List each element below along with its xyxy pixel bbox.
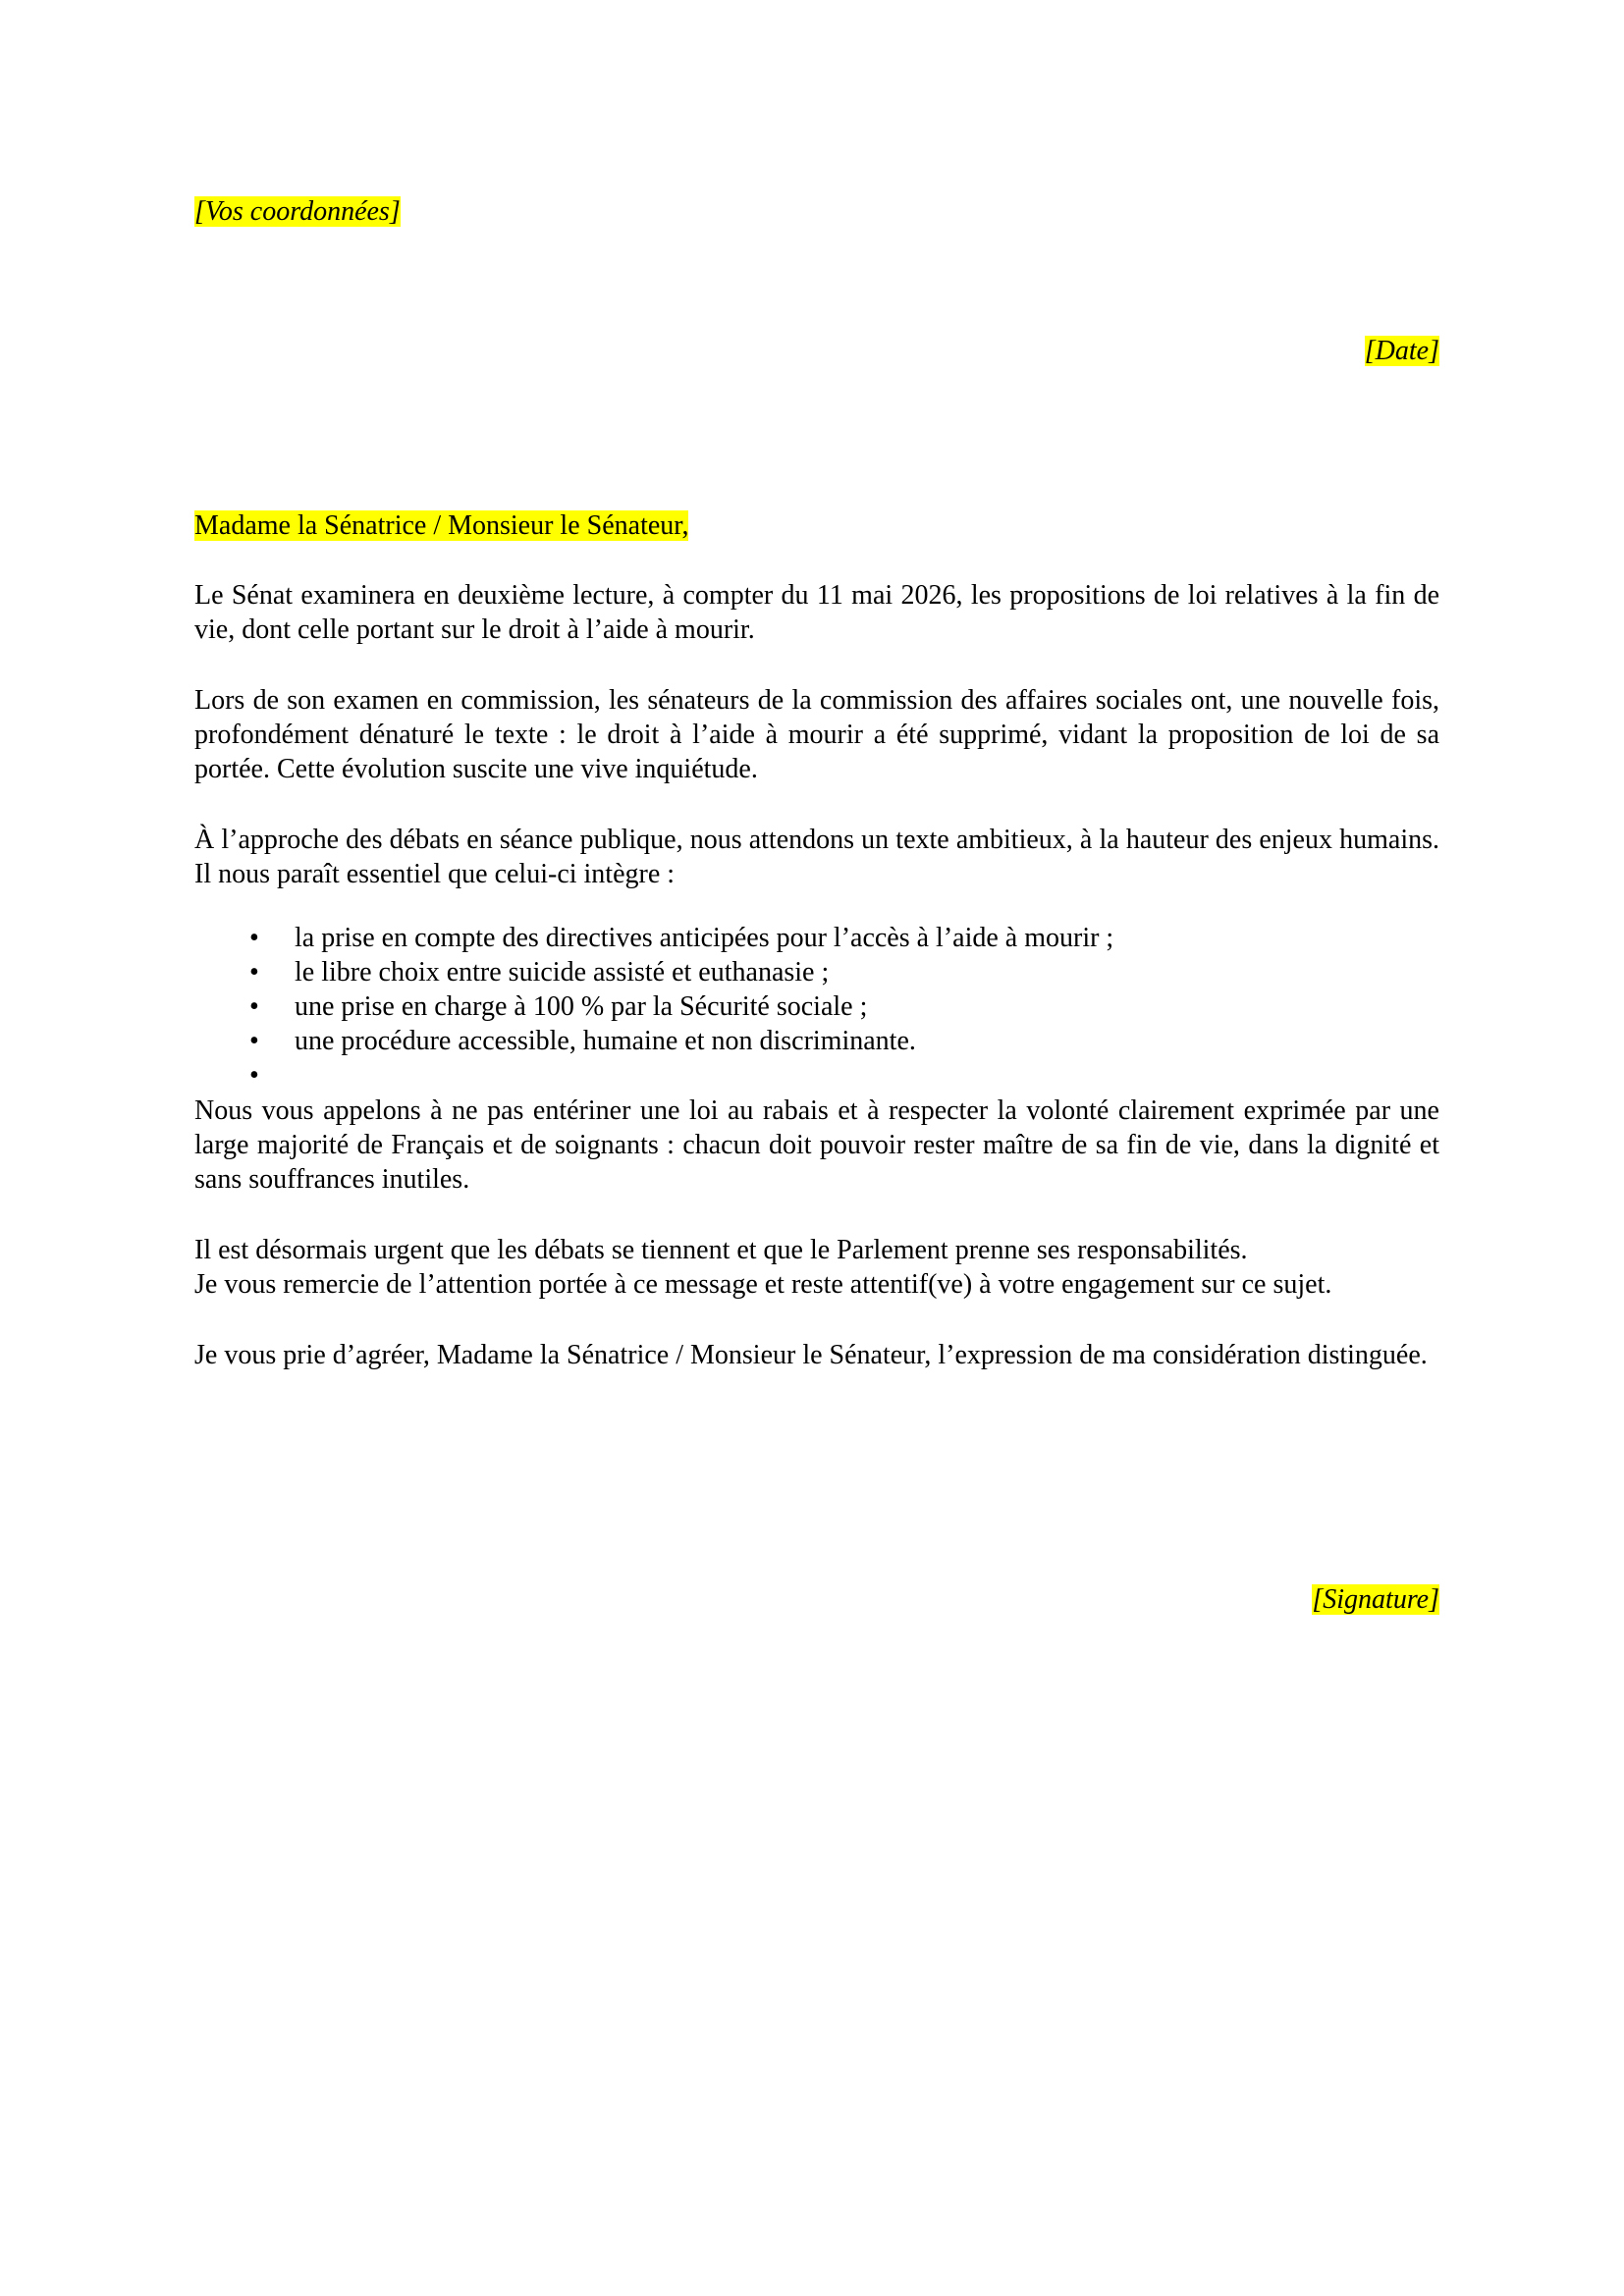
paragraph-4: Nous vous appelons à ne pas entériner une loi au rabais et à respecter la volonté clairement exprimée par une large majorité de Français et de soignants : chacun doit pouvoir rester maître de sa fin de vie, dans la dignité et sans souffrances inutiles. xyxy=(194,1095,1439,1195)
bullet-icon: • xyxy=(249,991,259,1022)
list-item xyxy=(194,1024,1439,1058)
list-item xyxy=(194,1058,1439,1093)
signature-line xyxy=(194,1582,1439,1617)
bullet-icon: • xyxy=(249,1026,259,1056)
sender-coordinates: [Vos coordonnées] xyxy=(194,196,401,227)
list-item-text: la prise en compte des directives anticipées pour l’accès à l’aide à mourir ; xyxy=(295,923,1114,953)
list-item xyxy=(194,921,1439,955)
requirements-list xyxy=(194,921,1439,1093)
salutation: Madame la Sénatrice / Monsieur le Sénateur, xyxy=(194,510,689,541)
signature-placeholder: [Signature] xyxy=(1312,1584,1439,1615)
salutation-line xyxy=(194,508,1439,543)
paragraph-2: Lors de son examen en commission, les sénateurs de la commission des affaires sociales ont, une nouvelle fois, profondément dénaturé le texte : le droit à l’aide à mourir a été supprimé, vidant la proposition de loi de sa portée. Cette évolution suscite une vive inquiétude. xyxy=(194,685,1439,784)
list-item xyxy=(194,955,1439,989)
sender-coordinates-line xyxy=(194,194,1439,229)
list-item-text: une procédure accessible, humaine et non discriminante. xyxy=(295,1026,916,1056)
paragraph-5-line-1: Il est désormais urgent que les débats se tiennent et que le Parlement prenne ses responsabilités. xyxy=(194,1235,1248,1265)
date-line xyxy=(194,334,1439,368)
letter-date: [Date] xyxy=(1364,336,1439,366)
paragraph-5-line-2: Je vous remercie de l’attention portée à ce message et reste attentif(ve) à votre engagement sur ce sujet. xyxy=(194,1269,1332,1300)
closing-formula: Je vous prie d’agréer, Madame la Sénatrice / Monsieur le Sénateur, l’expression de ma considération distinguée. xyxy=(194,1340,1428,1370)
bullet-icon: • xyxy=(249,1060,259,1091)
bullet-icon: • xyxy=(249,957,259,988)
list-item-text: une prise en charge à 100 % par la Sécurité sociale ; xyxy=(295,991,868,1022)
list-item-text: le libre choix entre suicide assisté et euthanasie ; xyxy=(295,957,830,988)
list-item xyxy=(194,989,1439,1024)
paragraph-3: À l’approche des débats en séance publique, nous attendons un texte ambitieux, à la hauteur des enjeux humains. Il nous paraît essentiel que celui-ci intègre : xyxy=(194,825,1439,889)
paragraph-1: Le Sénat examinera en deuxième lecture, à compter du 11 mai 2026, les propositions de loi relatives à la fin de vie, dont celle portant sur le droit à l’aide à mourir. xyxy=(194,580,1439,645)
bullet-icon: • xyxy=(249,923,259,953)
